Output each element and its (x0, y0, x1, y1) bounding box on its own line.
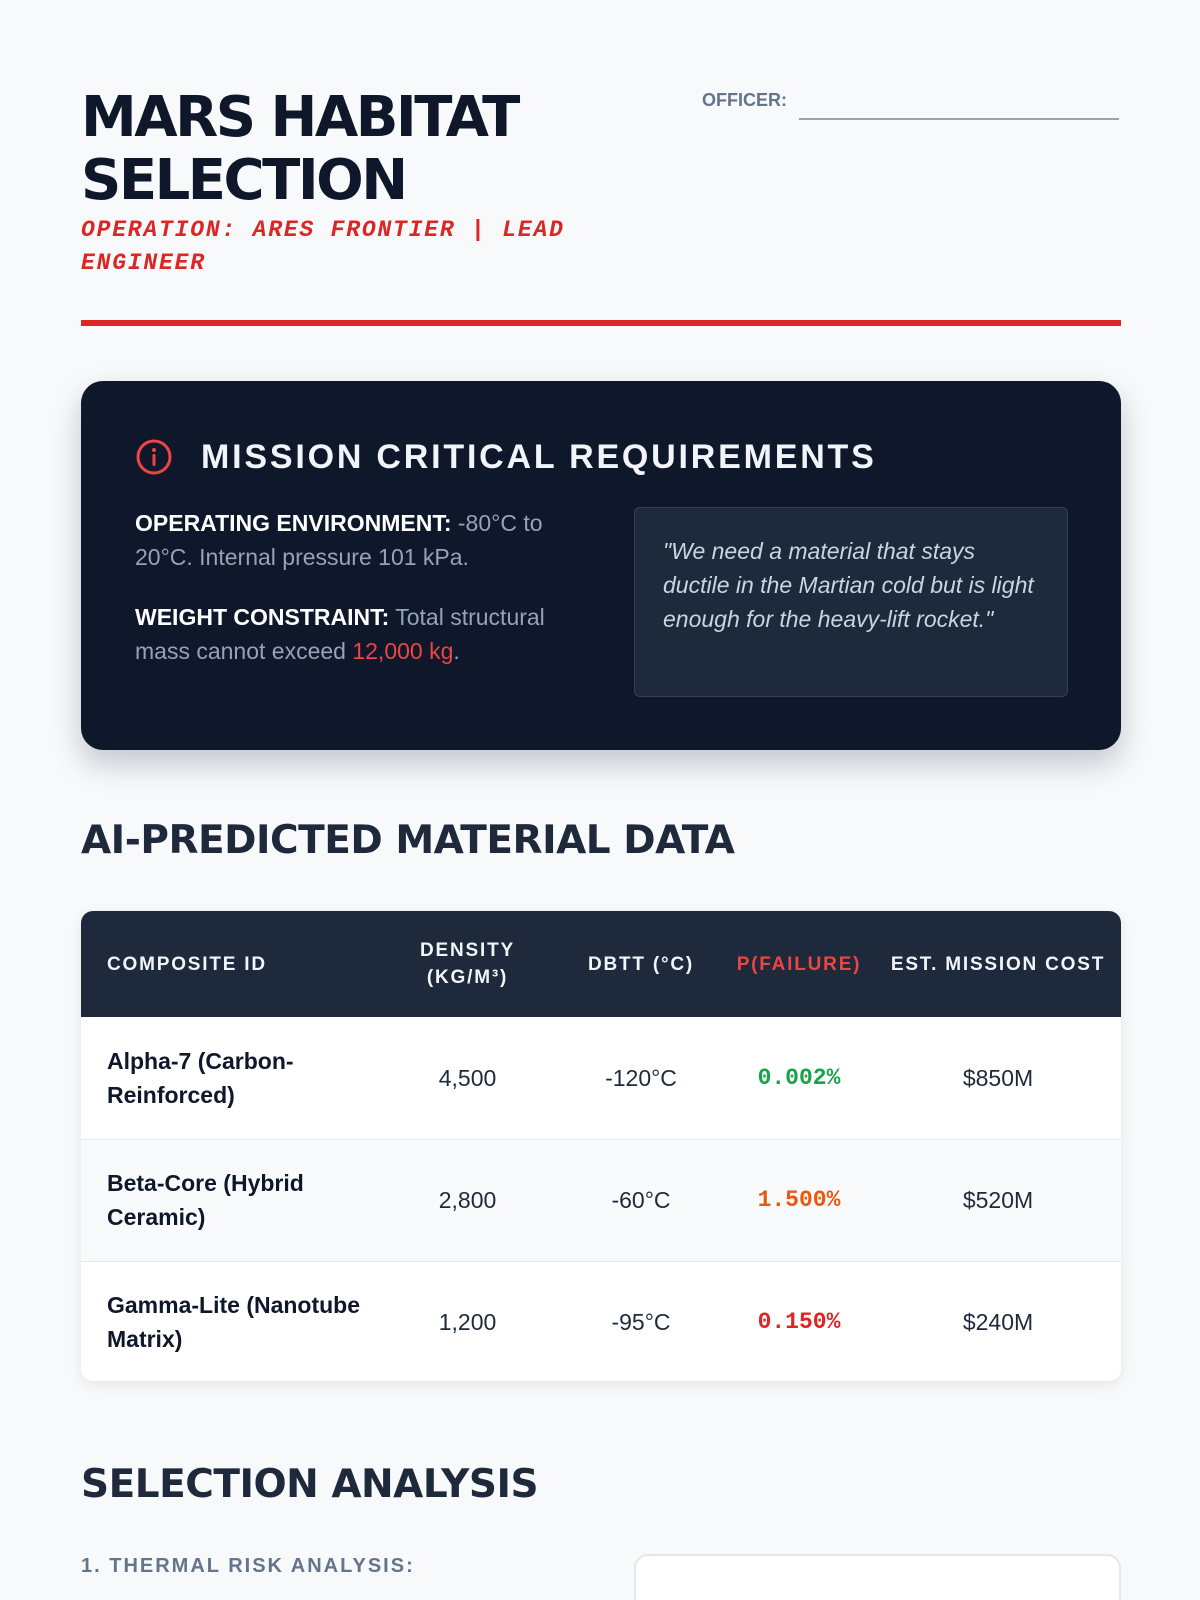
dbtt-cell: -95°C (559, 1261, 723, 1381)
page-header (81, 0, 1119, 329)
dbtt-cell: -120°C (605, 1064, 677, 1091)
weight-constraint-end: . (453, 638, 460, 664)
pfailure-cell: 0.002% (757, 1064, 841, 1091)
operating-environment-value: -80°C to 20°C. Internal pressure 101 kPa. (135, 510, 543, 570)
info-circle-icon (135, 438, 173, 476)
weight-constraint-value: Total structural mass cannot exceed (135, 604, 545, 664)
pfailure-cell: 1.500% (723, 1139, 875, 1261)
thermal-risk-label: 1. THERMAL RISK ANALYSIS: (81, 1555, 415, 1577)
page-subtitle: OPERATION: ARES FRONTIER | LEAD ENGINEER (81, 217, 565, 276)
weight-constraint-label: WEIGHT CONSTRAINT: (135, 604, 390, 630)
operating-environment-text (135, 506, 565, 574)
material-table (81, 911, 1121, 1381)
composite-id-cell: Alpha-7 (Carbon-Reinforced) (107, 1047, 294, 1108)
officer-label: OFFICER: (702, 90, 787, 110)
composite-id-cell: Gamma-Lite (Nanotube Matrix) (81, 1261, 376, 1381)
selection-analysis-title: SELECTION ANALYSIS (81, 1462, 539, 1507)
requirements-details (135, 506, 565, 694)
dbtt-cell: -60°C (559, 1139, 723, 1261)
column-header-composite-id: COMPOSITE ID (107, 953, 267, 975)
column-header-density: DENSITY (KG/M³) (420, 940, 515, 988)
page-title: MARS HABITAT SELECTION (81, 85, 518, 213)
weight-constraint-text (135, 600, 565, 668)
mission-cost-cell: $850M (962, 1064, 1034, 1091)
mission-cost-cell: $240M (875, 1261, 1121, 1381)
composite-id-cell: Beta-Core (Hybrid Ceramic) (81, 1139, 376, 1261)
column-header-mission-cost: EST. MISSION COST (890, 953, 1106, 975)
officer-field-group (702, 88, 1122, 122)
density-cell: 4,500 (438, 1064, 497, 1091)
column-header-pfailure: P(FAILURE) (736, 953, 862, 975)
mission-cost-cell: $520M (875, 1139, 1121, 1261)
table-header-row (81, 911, 1121, 1017)
pfailure-cell: 0.150% (723, 1261, 875, 1381)
client-quote: "We need a material that stays ductile in the Martian cold but is light enough for the heavy-lift rocket." (634, 507, 1068, 697)
analysis-input-box[interactable] (634, 1554, 1121, 1600)
material-data-title: AI-PREDICTED MATERIAL DATA (81, 818, 735, 863)
requirements-card (81, 381, 1121, 750)
density-cell: 2,800 (376, 1139, 559, 1261)
requirements-title: MISSION CRITICAL REQUIREMENTS (201, 437, 877, 476)
requirements-heading (135, 437, 877, 477)
column-header-dbtt: DBTT (°C) (587, 953, 695, 975)
table-row (81, 1017, 1121, 1139)
table-row (81, 1261, 1121, 1381)
operating-environment-label: OPERATING ENVIRONMENT: (135, 510, 452, 536)
weight-limit-highlight: 12,000 kg (352, 638, 454, 664)
density-cell: 1,200 (376, 1261, 559, 1381)
table-row (81, 1139, 1121, 1261)
officer-input-line[interactable] (799, 118, 1119, 120)
header-divider (81, 320, 1121, 326)
